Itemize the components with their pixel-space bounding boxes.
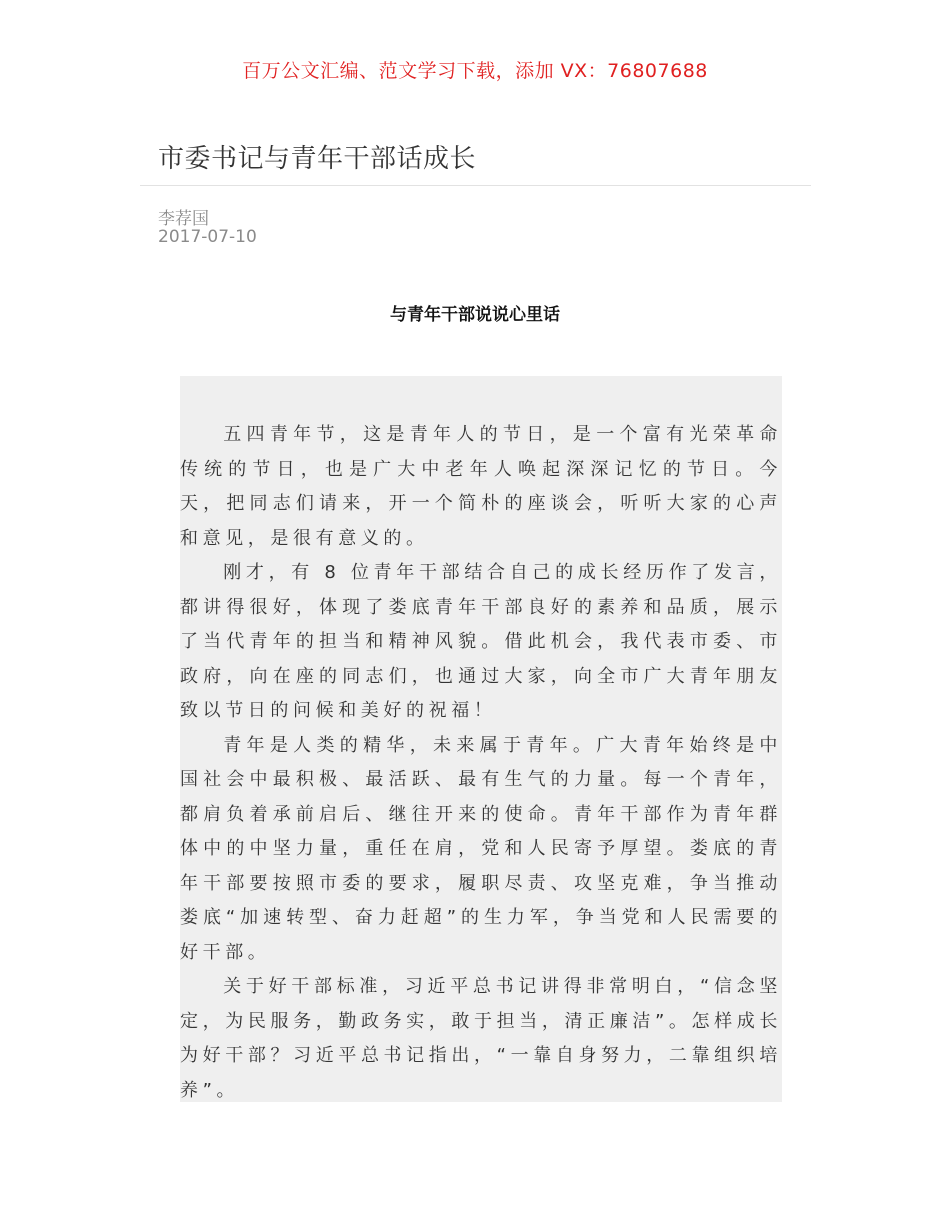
publish-date: 2017-07-10 [158,227,257,247]
body-paragraph: 青年是人类的精华，未来属于青年。广大青年始终是中国社会中最积极、最活跃、最有生气的力量。每一个青年，都肩负着承前启后、继往开来的使命。青年干部作为青年群体中的中坚力量，重任在肩，党和人民寄予厚望。娄底的青年干部要按照市委的要求，履职尽责、攻坚克难，争当推动娄底“加速转型、奋力赶超”的生力军，争当党和人民需要的好干部。 [180,734,782,963]
article-subtitle: 与青年干部说说心里话 [390,305,560,325]
promo-banner: 百万公文汇编、范文学习下载，添加 VX：76807688 [242,60,708,82]
article-body [180,418,782,1108]
body-paragraph: 刚才，有 8 位青年干部结合自己的成长经历作了发言，都讲得很好，体现了娄底青年干部良好的素养和品质，展示了当代青年的担当和精神风貌。借此机会，我代表市委、市政府，向在座的同志们，也通过大家，向全市广大青年朋友致以节日的问候和美好的祝福！ [180,562,782,721]
body-paragraph: 关于好干部标准，习近平总书记讲得非常明白，“信念坚定，为民服务，勤政务实，敢于担当，清正廉洁”。怎样成长为好干部？习近平总书记指出，“一靠自身努力，二靠组织培养”。 [180,976,782,1101]
article-title: 市委书记与青年干部话成长 [158,144,477,174]
body-paragraph: 五四青年节，这是青年人的节日，是一个富有光荣革命传统的节日，也是广大中老年人唤起深深记忆的节日。今天，把同志们请来，开一个简朴的座谈会，听听大家的心声和意见，是很有意义的。 [180,424,782,549]
author-name: 李荐国 [158,209,209,229]
title-divider [140,185,811,186]
